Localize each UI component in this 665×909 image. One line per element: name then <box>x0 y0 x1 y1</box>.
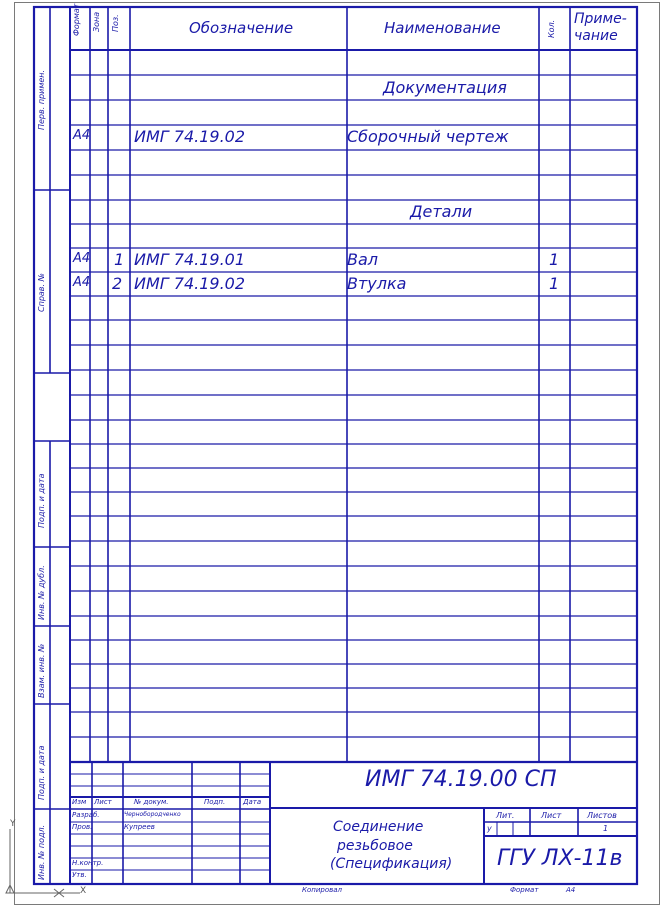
part2-format: А4 <box>73 275 91 290</box>
part1-qty: 1 <box>549 250 560 269</box>
stamp-list-h: Лист <box>541 811 562 820</box>
stamp-razrab-name: Чернобородченко <box>124 811 181 818</box>
col-name-header: Наименование <box>384 19 501 37</box>
part2-qty: 1 <box>549 274 560 293</box>
col-designation-header: Обозначение <box>189 19 294 37</box>
col-pos-header: Поз. <box>111 14 120 32</box>
margin-sprav: Справ. № <box>37 273 46 312</box>
margin-podp-data-2: Подп. и дата <box>37 745 46 800</box>
stamp-listov: Листов <box>587 811 617 820</box>
footer-format-label: Формат <box>510 886 539 894</box>
margin-perv-primen: Перв. примен. <box>37 69 46 130</box>
axis-x-label: X <box>80 886 87 896</box>
col-qty-header: Кол. <box>547 19 556 38</box>
stamp-lit: Лит. <box>496 811 515 820</box>
doc-name-line-3: (Спецификация) <box>330 856 453 872</box>
doc-designation: ИМГ 74.19.02 <box>134 127 246 146</box>
part1-name: Вал <box>347 250 379 269</box>
col-zone-header: Зона <box>92 11 101 32</box>
part2-designation: ИМГ 74.19.02 <box>134 274 246 293</box>
stamp-n-kontr: Н.контр. <box>72 859 104 867</box>
doc-name: Сборочный чертеж <box>347 127 509 146</box>
stamp-list: Лист <box>94 798 112 806</box>
margin-podp-data-1: Подп. и дата <box>37 473 46 528</box>
part1-designation: ИМГ 74.19.01 <box>134 250 246 269</box>
col-format-header: Формат <box>72 3 81 36</box>
part2-pos: 2 <box>112 274 123 293</box>
doc-code: ИМГ 74.19.00 СП <box>365 767 557 792</box>
part1-pos: 1 <box>114 250 125 269</box>
margin-vzam-inv: Взам. инв. № <box>37 643 46 698</box>
doc-name-line-2: резьбовое <box>337 838 413 854</box>
margin-inv-dubl: Инв. № дубл. <box>37 565 46 620</box>
col-note-header-2: чание <box>574 28 618 44</box>
stamp-lit-value: у <box>487 824 492 833</box>
stamp-podp: Подп. <box>204 798 226 806</box>
part1-format: А4 <box>73 251 91 266</box>
col-note-header-1: Приме- <box>574 11 627 27</box>
stamp-razrab: Разраб. <box>72 811 100 819</box>
section-documentation: Документация <box>383 78 507 97</box>
margin-inv-podl: Инв. № подл. <box>37 824 46 880</box>
stamp-prov: Пров. <box>72 823 93 831</box>
stamp-prov-name: Купреев <box>124 823 155 831</box>
stamp-data: Дата <box>243 798 262 806</box>
stamp-utv: Утв. <box>72 871 87 879</box>
part2-name: Втулка <box>347 274 407 293</box>
axis-y-label: Y <box>10 819 16 829</box>
doc-format: А4 <box>73 128 91 143</box>
org-code: ГГУ ЛХ-11в <box>497 846 623 871</box>
stamp-izm: Изм <box>72 798 87 806</box>
stamp-n-dokum: № докум. <box>134 798 169 806</box>
footer-kopiroval: Копировал <box>302 886 342 894</box>
section-parts: Детали <box>410 202 473 221</box>
doc-name-line-1: Соединение <box>333 819 424 835</box>
stamp-listov-value: 1 <box>603 824 609 833</box>
footer-format-value: А4 <box>566 886 576 894</box>
